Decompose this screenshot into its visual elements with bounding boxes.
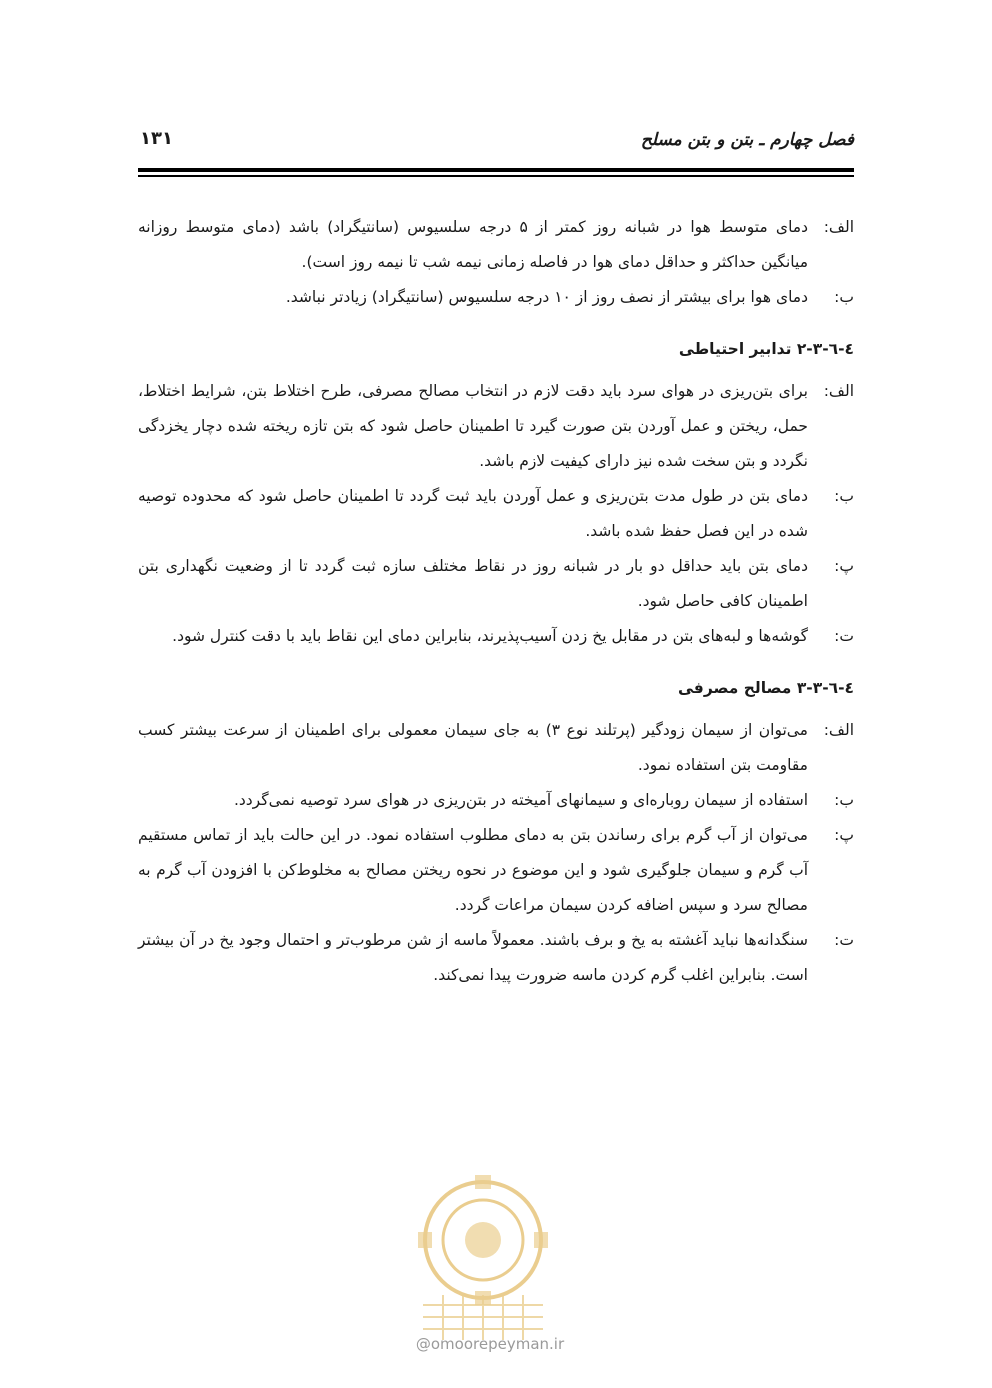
- item-text: دمای هوا برای بیشتر از نصف روز از ۱۰ درجه سلسیوس (سانتیگراد) زیادتر نباشد.: [285, 288, 808, 306]
- item-marker: ت:: [834, 931, 854, 949]
- item-text: گوشه‌ها و لبه‌های بتن در مقابل یخ زدن آسیب‌پذیرند، بنابراین دمای این نقاط باید با دقت کنترل شود.: [172, 627, 808, 645]
- item-marker: ب:: [834, 288, 854, 306]
- item-text: می‌توان از سیمان زودگیر (پرتلند نوع ۳) به جای سیمان معمولی برای اطمینان از سرعت بیشتر کسب مقاومت بتن استفاده نمود.: [138, 721, 808, 774]
- watermark-logo: [383, 1145, 583, 1345]
- list-item: [138, 210, 854, 280]
- intro-list: [138, 210, 854, 315]
- page-body: [138, 210, 854, 993]
- item-text: دمای بتن در طول مدت بتن‌ریزی و عمل آوردن باید ثبت گردد تا اطمینان حاصل شود که محدوده توصیه شده در این فصل حفظ شده باشد.: [138, 487, 808, 540]
- list-item: [138, 923, 854, 993]
- item-text: برای بتن‌ریزی در هوای سرد باید دقت لازم در انتخاب مصالح مصرفی، طرح اختلاط بتن، شرایط اختلاط، حمل، ریختن و عمل آوردن بتن صورت گیرد تا اطمینان حاصل شود که بتن تازه ریخته شده دچار یخزدگی نگردد و بتن سخت شده نیز دارای کیفیت لازم باشد.: [138, 382, 808, 470]
- item-marker: الف:: [823, 721, 854, 739]
- section-heading-materials: ٤-٦-٣-٣ مصالح مصرفی: [677, 679, 854, 697]
- item-text: سنگدانه‌ها نباید آغشته به یخ و برف باشند. معمولاً ماسه از شن مرطوب‌تر و احتمال وجود یخ در آن بیشتر است. بنابراین اغلب گرم کردن ماسه ضرورت پیدا نمی‌کند.: [138, 931, 808, 984]
- item-marker: ب:: [834, 487, 854, 505]
- list-item: [138, 374, 854, 479]
- item-marker: ب:: [834, 791, 854, 809]
- chapter-title: فصل چهارم ـ بتن و بتن مسلح: [640, 130, 854, 150]
- list-item: [138, 783, 854, 818]
- item-text: دمای متوسط هوا در شبانه روز کمتر از ۵ درجه سلسیوس (سانتیگراد) باشد (دمای متوسط روزانه میانگین حداکثر و حداقل دمای هوا در فاصله زمانی نیمه شب تا نیمه روز است).: [138, 218, 808, 271]
- item-marker: ت:: [834, 627, 854, 645]
- list-item: [138, 713, 854, 783]
- list-item: [138, 619, 854, 654]
- list-item: [138, 479, 854, 549]
- list-item: [138, 549, 854, 619]
- watermark-url: @omoorepeyman.ir: [415, 1335, 565, 1353]
- materials-list: [138, 713, 854, 993]
- header-rule-thin: [138, 175, 854, 177]
- item-marker: الف:: [823, 382, 854, 400]
- item-marker: الف:: [823, 218, 854, 236]
- item-text: دمای بتن باید حداقل دو بار در شبانه روز در نقاط مختلف سازه ثبت گردد تا از وضعیت نگهداری بتن اطمینان کافی حاصل شود.: [138, 557, 808, 610]
- page-number: ۱۳۱: [140, 128, 173, 149]
- list-item: [138, 818, 854, 923]
- section-heading-precautions: ٤-٦-٣-٢ تدابیر احتیاطی: [678, 340, 854, 358]
- page-header: [140, 126, 854, 162]
- item-text: استفاده از سیمان روباره‌ای و سیمانهای آمیخته در بتن‌ریزی در هوای سرد توصیه نمی‌گردد.: [233, 791, 808, 809]
- precautions-list: [138, 374, 854, 654]
- item-text: می‌توان از آب گرم برای رساندن بتن به دمای مطلوب استفاده نمود. در این حالت باید از تماس مستقیم آب گرم و سیمان جلوگیری شود و این موضوع در نحوه ریختن مصالح به مخلوط‌کن با افزودن آب گرم به مصالح سرد و سپس اضافه کردن سیمان مراعات گردد.: [138, 826, 808, 914]
- header-rule-thick: [138, 168, 854, 172]
- item-marker: پ:: [834, 557, 854, 575]
- item-marker: پ:: [834, 826, 854, 844]
- list-item: [138, 280, 854, 315]
